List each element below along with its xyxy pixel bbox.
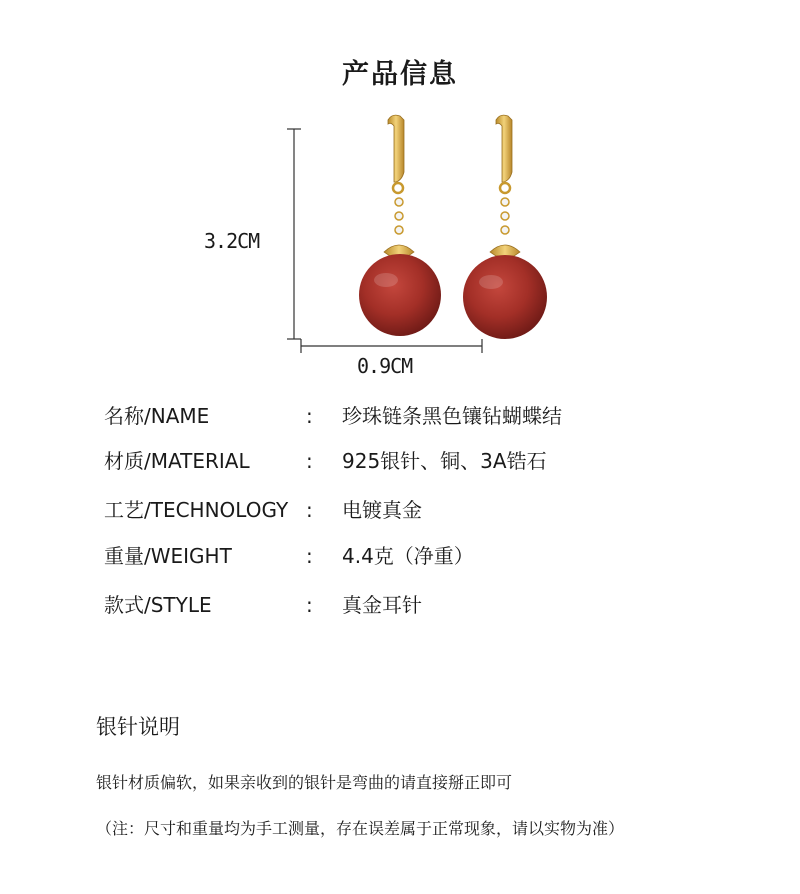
info-key: 材质/MATERIAL <box>104 449 250 473</box>
info-colon: : <box>306 449 313 473</box>
info-colon: : <box>306 593 313 617</box>
silver-note-text: 银针材质偏软，如果亲收到的银针是弯曲的请直接掰正即可 <box>96 773 513 792</box>
info-value: 电镀真金 <box>342 498 422 522</box>
info-colon: : <box>306 544 313 568</box>
info-colon: : <box>306 404 313 428</box>
page-title: 产品信息 <box>342 59 458 90</box>
info-value: 真金耳针 <box>342 593 422 617</box>
info-key: 名称/NAME <box>104 404 210 428</box>
info-value: 4.4克（净重） <box>342 544 474 568</box>
info-key: 重量/WEIGHT <box>104 544 232 568</box>
width-dimension-line <box>301 339 482 353</box>
silver-note-title: 银针说明 <box>96 715 180 739</box>
measurement-disclaimer: （注：尺寸和重量均为手工测量，存在误差属于正常现象，请以实物为准） <box>96 819 625 838</box>
right-earring <box>463 115 547 339</box>
left-earring <box>359 115 441 336</box>
info-key: 工艺/TECHNOLOGY <box>104 498 289 522</box>
product-diagram <box>0 0 800 400</box>
info-value: 925银针、铜、3A锆石 <box>342 449 547 473</box>
height-dimension-line <box>287 129 301 339</box>
info-value: 珍珠链条黑色镶钻蝴蝶结 <box>342 404 562 428</box>
height-label: 3.2CM <box>204 229 260 253</box>
info-key: 款式/STYLE <box>104 593 212 617</box>
earrings-image <box>0 0 800 400</box>
info-colon: : <box>306 498 313 522</box>
width-label: 0.9CM <box>357 354 413 378</box>
